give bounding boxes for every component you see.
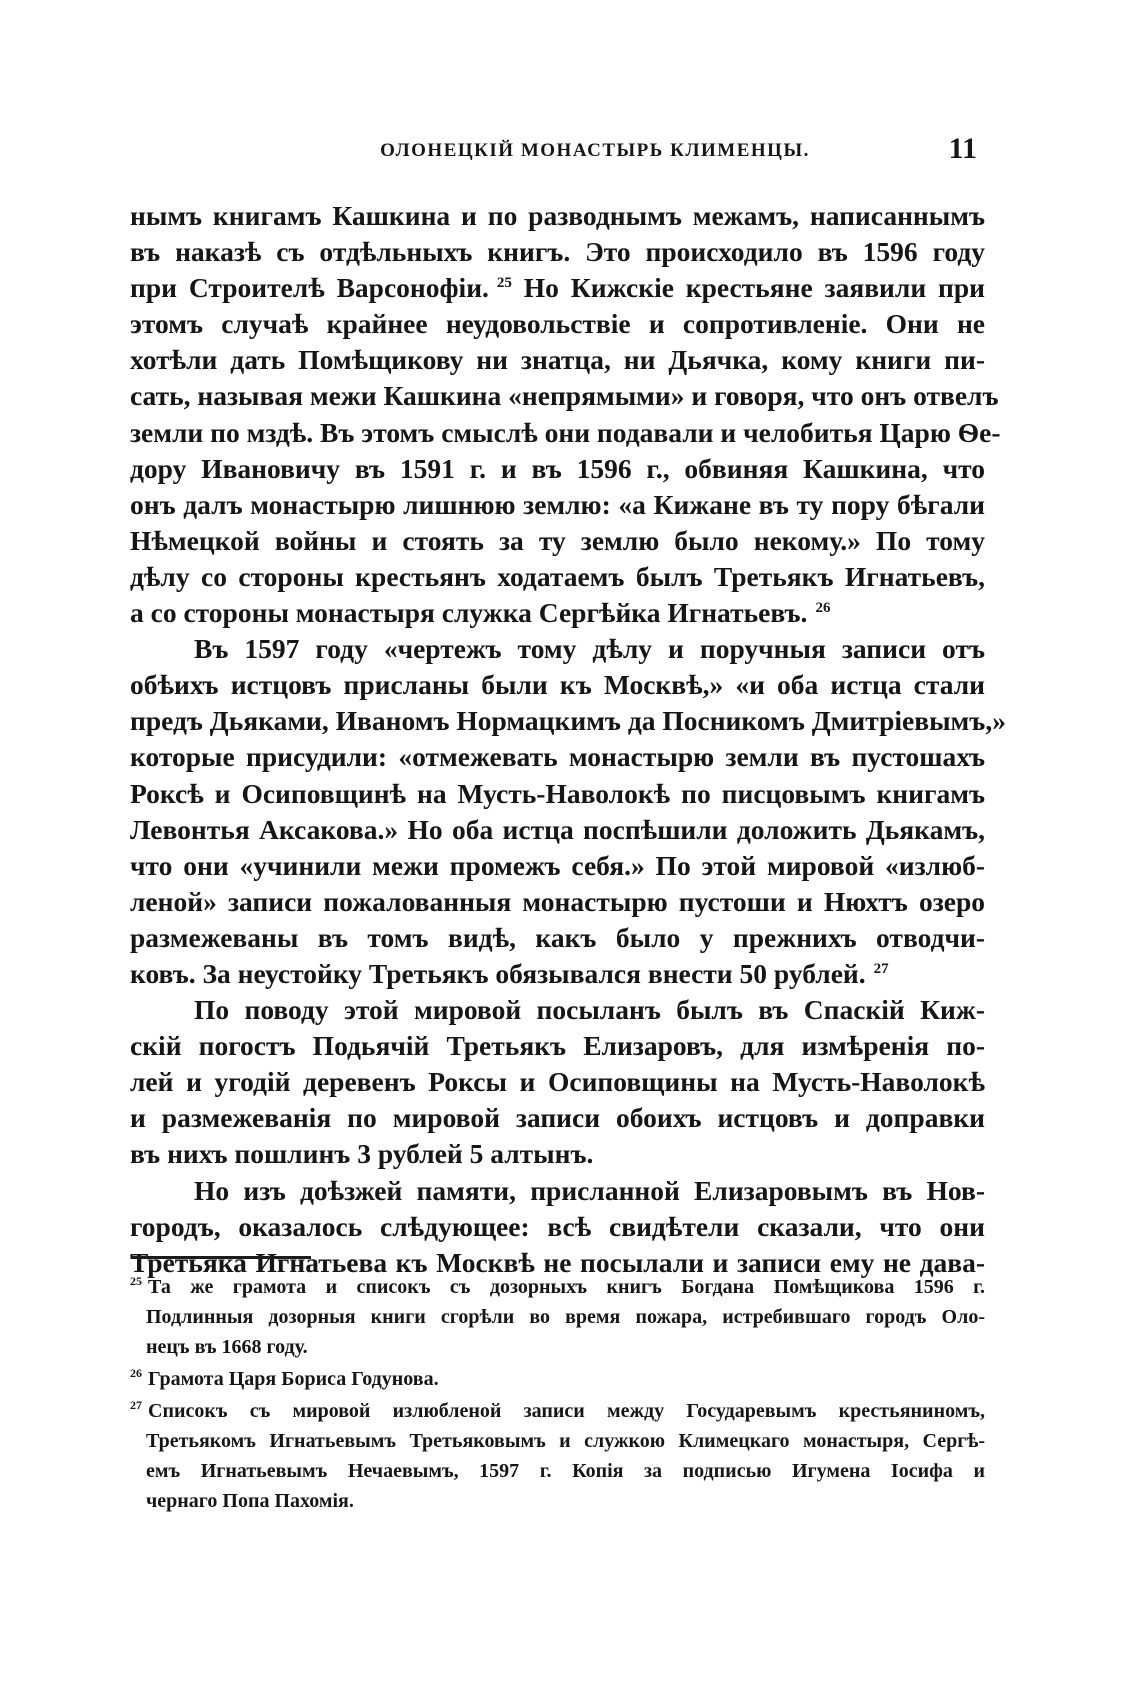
text-line: дѣлу со стороны крестьянъ ходатаемъ былъ Третьякъ Игнатьевъ, [130,560,985,592]
footnote-text: Списокъ съ мировой излюбленой записи между Государевымъ крестьяниномъ, [148,1400,985,1422]
footnote-divider [131,1256,311,1259]
text-line: Нѣмецкой войны и стоять за ту землю было некому.» По тому [130,524,985,556]
footnote-text: Грамота Царя Бориса Годунова. [148,1368,439,1390]
text-line: Третьяка Игнатьева къ Москвѣ не посылали и записи ему не дава- [130,1246,985,1278]
text-line: Но изъ доѣзжей памяти, присланной Елизаровымъ въ Нов- [194,1174,985,1206]
text-line [130,270,985,306]
text-line: которые присудили: «отмежевать монастырю земли въ пустошахъ [130,741,985,773]
footnote-line [130,1364,985,1394]
footnote-27 [130,1396,985,1516]
footnote-ref-26: 26 [815,599,831,616]
text-line: что они «учинили межи промежъ себя.» По этой мировой «излюб- [130,849,985,881]
text-line: дору Ивановичу въ 1591 г. и въ 1596 г., обвиняя Кашкина, что [130,452,985,484]
footnote-ref-25: 25 [496,275,512,292]
text-line: По поводу этой мировой посыланъ былъ въ Спаскій Киж- [194,994,985,1026]
footnote-line: нецъ въ 1668 году. [146,1336,308,1358]
text-line: городъ, оказалось слѣдующее: всѣ свидѣтели сказали, что они [130,1210,985,1242]
footnote-mark: 27 [130,1398,142,1413]
text-line: и размежеванія по мировой записи обоихъ истцовъ и доправки [130,1102,985,1134]
page-header [205,134,985,168]
footnote-text: Та же грамота и списокъ съ дозорныхъ книгъ Богдана Помѣщикова 1596 г. [148,1276,985,1298]
text-line: онъ далъ монастырю лишнюю землю: «а Кижане въ ту пору бѣгали [130,488,985,520]
body-text [130,198,1006,1281]
text-line: леной» записи пожалованныя монастырю пустоши и Нюхтъ озеро [130,885,985,917]
text-line: Роксѣ и Осиповщинѣ на Мусть-Наволокѣ по писцовымъ книгамъ [130,777,985,809]
footnote-line [130,1272,985,1302]
text-line: Левонтья Аксакова.» Но оба истца поспѣшили доложить Дьякамъ, [130,813,985,845]
text-line: хотѣли дать Помѣщикову ни знатца, ни Дьячка, кому книги пи- [130,344,985,376]
text-segment: Но Кижскіе крестьяне заявили при [523,272,986,304]
running-title: ОЛОНЕЦКІЙ МОНАСТЫРЬ КЛИМЕНЦЫ. [380,140,810,161]
text-line: предъ Дьяками, Иваномъ Нормацкимъ да Посникомъ Дмитріевымъ,» [130,705,1006,737]
text-line: скій погостъ Подьячій Третьякъ Елизаровъ, для измѣренія по- [130,1030,985,1062]
footnote-mark: 26 [130,1366,142,1381]
footnote-line [130,1396,985,1426]
footnote-line: Подлинныя дозорныя книги сгорѣли во время пожара, истребившаго городъ Оло- [146,1306,985,1328]
text-line [130,956,985,992]
text-line: размежеваны въ томъ видѣ, какъ было у прежнихъ отводчи- [130,921,985,953]
footnote-25 [130,1272,985,1362]
footnote-mark: 25 [130,1274,142,1289]
footnote-line: чернаго Попа Пахомія. [146,1490,354,1512]
text-line: этомъ случаѣ крайнее неудовольствіе и сопротивленіе. Они не [130,308,985,340]
footnotes [130,1272,985,1518]
text-segment: ковъ. За неустойку Третьякъ обязывался внести 50 рублей. [130,957,866,989]
footnote-26 [130,1364,985,1394]
text-line: лей и угодій деревенъ Роксы и Осиповщины на Мусть-Наволокѣ [130,1066,985,1098]
text-line: Въ 1597 году «чертежъ тому дѣлу и поручныя записи отъ [194,633,985,665]
text-segment: при Строителѣ Варсонофіи. [130,272,489,304]
page-number: 11 [948,132,977,165]
footnote-line: Третьякомъ Игнатьевымъ Третьяковымъ и служкою Климецкаго монастыря, Сергѣ- [146,1430,985,1452]
text-line: земли по мздѣ. Въ этомъ смыслѣ они подавали и челобитья Царю Ѳе- [130,416,1001,448]
text-line: обѣихъ истцовъ присланы были къ Москвѣ,» «и оба истца стали [130,669,985,701]
text-line [130,595,985,631]
text-line: въ нихъ пошлинъ 3 рублей 5 алтынъ. [130,1138,594,1170]
footnote-line: емъ Игнатьевымъ Нечаевымъ, 1597 г. Копія за подписью Игумена Іосифа и [146,1460,985,1482]
text-segment: а со стороны монастыря служка Сергѣйка Игнатьевъ. [130,597,808,629]
text-line: нымъ книгамъ Кашкина и по разводнымъ межамъ, написаннымъ [130,200,985,231]
text-line: сать, называя межи Кашкина «непрямыми» и говоря, что онъ отвелъ [130,380,999,412]
text-line: въ наказѣ съ отдѣльныхъ книгъ. Это происходило въ 1596 году [130,236,985,268]
footnote-ref-27: 27 [873,960,889,977]
